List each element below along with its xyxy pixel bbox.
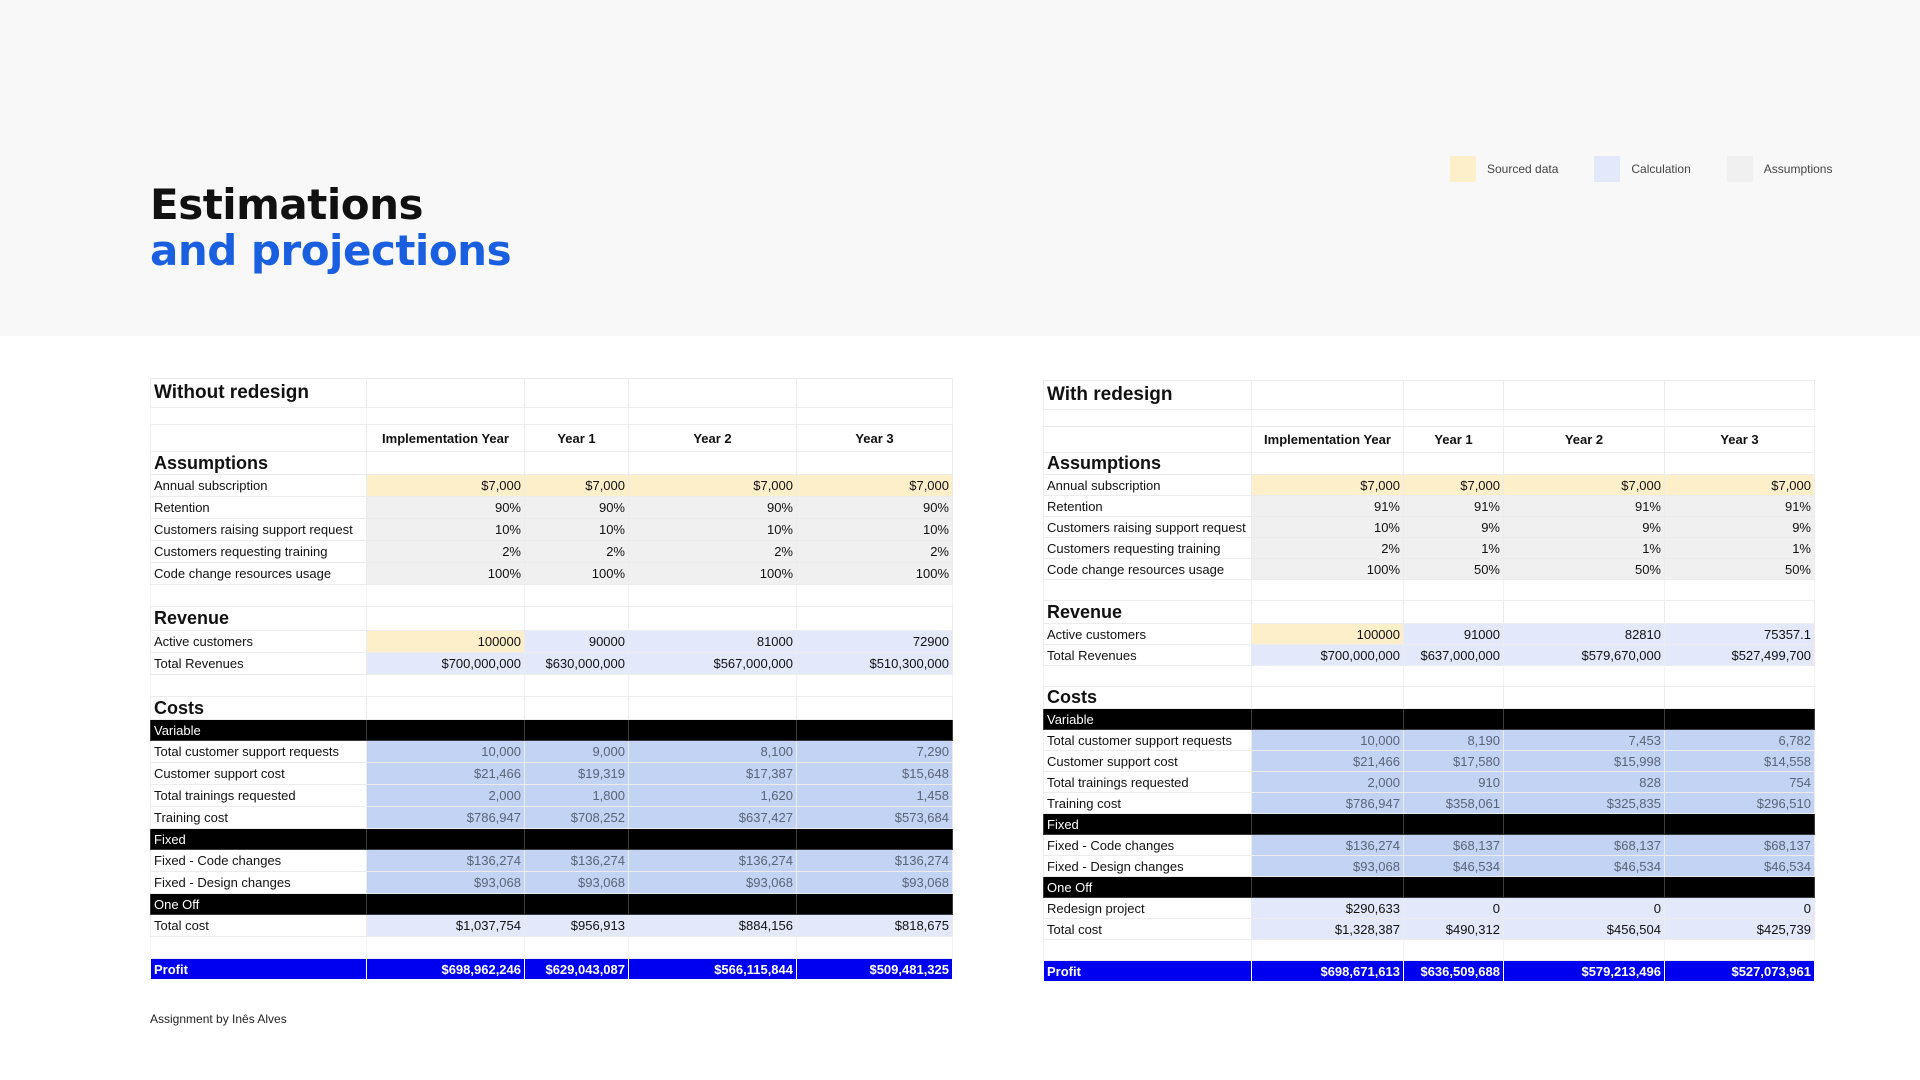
- table-row: [1044, 496, 1815, 517]
- group-band: [1044, 709, 1815, 730]
- cell-value: 100%: [797, 563, 953, 585]
- cell-value: 9%: [1404, 517, 1504, 538]
- footer-credit: Assignment by Inês Alves: [150, 1012, 287, 1026]
- cell-value: 9,000: [525, 741, 629, 763]
- row-label: Profit: [151, 959, 367, 980]
- cell-value: 2,000: [1252, 772, 1404, 793]
- section-row: [151, 452, 953, 475]
- table-without-redesign: [150, 378, 953, 980]
- legend-label-calculation: Calculation: [1631, 162, 1691, 176]
- section-row: [1044, 687, 1815, 709]
- table-row: [151, 563, 953, 585]
- cell-value: $15,648: [797, 763, 953, 785]
- cell-value: $698,671,613: [1252, 961, 1404, 982]
- group-label-variable: Variable: [1044, 709, 1252, 730]
- cell-value: 91000: [1404, 624, 1504, 645]
- cell-value: $510,300,000: [797, 653, 953, 675]
- cell-value: $456,504: [1504, 919, 1665, 940]
- table-row: [1044, 624, 1815, 645]
- table-row: [151, 850, 953, 872]
- page-title: [150, 182, 511, 274]
- cell-value: $7,000: [367, 475, 525, 497]
- section-row: [151, 607, 953, 631]
- cell-value: 6,782: [1665, 730, 1815, 751]
- table-row: [151, 785, 953, 807]
- cell-value: 2%: [797, 541, 953, 563]
- table-row: [151, 653, 953, 675]
- row-label: Code change resources usage: [1044, 559, 1252, 580]
- cell-value: $7,000: [1504, 475, 1665, 496]
- row-label: Fixed - Design changes: [1044, 856, 1252, 877]
- column-header: Year 1: [525, 425, 629, 452]
- cell-value: 100000: [367, 631, 525, 653]
- cell-value: $698,962,246: [367, 959, 525, 980]
- row-label: Total cost: [1044, 919, 1252, 940]
- cell-value: $636,509,688: [1404, 961, 1504, 982]
- column-header: Implementation Year: [1252, 427, 1404, 453]
- cell-value: $136,274: [797, 850, 953, 872]
- cell-value: $786,947: [1252, 793, 1404, 814]
- cell-value: $46,534: [1504, 856, 1665, 877]
- group-label-oneoff: One Off: [151, 894, 367, 915]
- column-header: Year 3: [797, 425, 953, 452]
- legend-swatch-calculation: [1594, 156, 1620, 182]
- group-band: [151, 720, 953, 741]
- cell-value: $818,675: [797, 915, 953, 937]
- row-label: Training cost: [1044, 793, 1252, 814]
- row-label: Customers requesting training: [1044, 538, 1252, 559]
- table-row: [151, 541, 953, 563]
- row-label: Total customer support requests: [151, 741, 367, 763]
- cell-value: $46,534: [1665, 856, 1815, 877]
- cell-value: $573,684: [797, 807, 953, 829]
- cell-value: 9%: [1504, 517, 1665, 538]
- cell-value: 0: [1404, 898, 1504, 919]
- section-row: [151, 697, 953, 720]
- cell-value: 8,190: [1404, 730, 1504, 751]
- cell-value: 0: [1665, 898, 1815, 919]
- cell-value: $1,328,387: [1252, 919, 1404, 940]
- row-label: Total trainings requested: [151, 785, 367, 807]
- cell-value: $637,000,000: [1404, 645, 1504, 666]
- column-header: Year 3: [1665, 427, 1815, 453]
- row-label: Total Revenues: [1044, 645, 1252, 666]
- table-row: [151, 915, 953, 937]
- cell-value: $14,558: [1665, 751, 1815, 772]
- row-label: Total Revenues: [151, 653, 367, 675]
- group-band: [1044, 877, 1815, 898]
- table-row: [1044, 793, 1815, 814]
- cell-value: $637,427: [629, 807, 797, 829]
- row-label: Retention: [1044, 496, 1252, 517]
- cell-value: $527,073,961: [1665, 961, 1815, 982]
- profit-row: [151, 959, 953, 980]
- column-header: Year 1: [1404, 427, 1504, 453]
- cell-value: $708,252: [525, 807, 629, 829]
- section-title-assumptions: Assumptions: [1044, 453, 1252, 475]
- row-label: Retention: [151, 497, 367, 519]
- cell-value: 2%: [367, 541, 525, 563]
- column-header-row: [1044, 427, 1815, 453]
- column-header: Implementation Year: [367, 425, 525, 452]
- row-label: Annual subscription: [151, 475, 367, 497]
- cell-value: 754: [1665, 772, 1815, 793]
- cell-value: $700,000,000: [367, 653, 525, 675]
- column-header-row: [151, 425, 953, 452]
- section-title-costs: Costs: [151, 697, 367, 720]
- column-header: Year 2: [629, 425, 797, 452]
- cell-value: 0: [1504, 898, 1665, 919]
- cell-value: 50%: [1404, 559, 1504, 580]
- table-row: [1044, 645, 1815, 666]
- cell-value: $7,000: [525, 475, 629, 497]
- cell-value: $296,510: [1665, 793, 1815, 814]
- cell-value: $700,000,000: [1252, 645, 1404, 666]
- cell-value: 10%: [525, 519, 629, 541]
- cell-value: 100000: [1252, 624, 1404, 645]
- cell-value: $325,835: [1504, 793, 1665, 814]
- table-row: [1044, 730, 1815, 751]
- profit-row: [1044, 961, 1815, 982]
- cell-value: 10,000: [367, 741, 525, 763]
- cell-value: 72900: [797, 631, 953, 653]
- cell-value: $490,312: [1404, 919, 1504, 940]
- cell-value: $509,481,325: [797, 959, 953, 980]
- cell-value: 82810: [1504, 624, 1665, 645]
- cell-value: 1%: [1665, 538, 1815, 559]
- group-label-fixed: Fixed: [1044, 814, 1252, 835]
- cell-value: $567,000,000: [629, 653, 797, 675]
- section-title-costs: Costs: [1044, 687, 1252, 709]
- cell-value: $425,739: [1665, 919, 1815, 940]
- cell-value: 90%: [525, 497, 629, 519]
- cell-value: 100%: [367, 563, 525, 585]
- row-label: Redesign project: [1044, 898, 1252, 919]
- table-with-redesign: [1043, 380, 1815, 982]
- cell-value: 7,290: [797, 741, 953, 763]
- row-label: Total cost: [151, 915, 367, 937]
- cell-value: 7,453: [1504, 730, 1665, 751]
- cell-value: 2,000: [367, 785, 525, 807]
- row-label: Fixed - Code changes: [1044, 835, 1252, 856]
- cell-value: 10%: [629, 519, 797, 541]
- header-panel: [0, 0, 1920, 336]
- cell-value: 91%: [1504, 496, 1665, 517]
- cell-value: $579,670,000: [1504, 645, 1665, 666]
- table-row: [151, 807, 953, 829]
- cell-value: $93,068: [797, 872, 953, 894]
- cell-value: $566,115,844: [629, 959, 797, 980]
- cell-value: 828: [1504, 772, 1665, 793]
- cell-value: $19,319: [525, 763, 629, 785]
- cell-value: 2%: [629, 541, 797, 563]
- table-title-row: [151, 379, 953, 408]
- table-row: [1044, 559, 1815, 580]
- cell-value: 1,800: [525, 785, 629, 807]
- group-band: [1044, 814, 1815, 835]
- group-label-oneoff: One Off: [1044, 877, 1252, 898]
- row-label: Customers raising support request: [151, 519, 367, 541]
- cell-value: $136,274: [525, 850, 629, 872]
- table-title: With redesign: [1044, 381, 1252, 410]
- legend-swatch-assumptions: [1727, 156, 1753, 182]
- table-row: [1044, 835, 1815, 856]
- row-label: Customers raising support request: [1044, 517, 1252, 538]
- row-label: Total customer support requests: [1044, 730, 1252, 751]
- table-row: [1044, 898, 1815, 919]
- cell-value: 91%: [1404, 496, 1504, 517]
- cell-value: 2%: [525, 541, 629, 563]
- table-row: [151, 872, 953, 894]
- cell-value: 90%: [797, 497, 953, 519]
- cell-value: $956,913: [525, 915, 629, 937]
- table-row: [151, 631, 953, 653]
- legend-item-calculation: [1594, 156, 1690, 182]
- cell-value: $579,213,496: [1504, 961, 1665, 982]
- table-row: [151, 497, 953, 519]
- row-label: Fixed - Design changes: [151, 872, 367, 894]
- table-row: [151, 741, 953, 763]
- group-band: [151, 894, 953, 915]
- cell-value: $46,534: [1404, 856, 1504, 877]
- legend-item-sourced: [1450, 156, 1558, 182]
- table-title: Without redesign: [151, 379, 367, 408]
- cell-value: $21,466: [1252, 751, 1404, 772]
- row-label: Annual subscription: [1044, 475, 1252, 496]
- cell-value: 10%: [367, 519, 525, 541]
- section-title-assumptions: Assumptions: [151, 452, 367, 475]
- cell-value: 50%: [1504, 559, 1665, 580]
- cell-value: $136,274: [629, 850, 797, 872]
- cell-value: $7,000: [1665, 475, 1815, 496]
- cell-value: 1%: [1504, 538, 1665, 559]
- cell-value: 90%: [629, 497, 797, 519]
- cell-value: $21,466: [367, 763, 525, 785]
- group-label-fixed: Fixed: [151, 829, 367, 850]
- legend-label-sourced: Sourced data: [1487, 162, 1559, 176]
- column-header: Year 2: [1504, 427, 1665, 453]
- row-label: Profit: [1044, 961, 1252, 982]
- table-row: [151, 519, 953, 541]
- cell-value: 90000: [525, 631, 629, 653]
- cell-value: 100%: [525, 563, 629, 585]
- cell-value: 9%: [1665, 517, 1815, 538]
- cell-value: 10,000: [1252, 730, 1404, 751]
- legend-swatch-sourced: [1450, 156, 1476, 182]
- cell-value: 1,458: [797, 785, 953, 807]
- cell-value: 91%: [1665, 496, 1815, 517]
- cell-value: $93,068: [629, 872, 797, 894]
- cell-value: $93,068: [525, 872, 629, 894]
- row-label: Active customers: [1044, 624, 1252, 645]
- cell-value: 91%: [1252, 496, 1404, 517]
- cell-value: $17,580: [1404, 751, 1504, 772]
- cell-value: 1%: [1404, 538, 1504, 559]
- color-legend: [1450, 156, 1832, 182]
- cell-value: 50%: [1665, 559, 1815, 580]
- cell-value: $7,000: [1252, 475, 1404, 496]
- table-title-row: [1044, 381, 1815, 410]
- table-row: [1044, 772, 1815, 793]
- cell-value: $1,037,754: [367, 915, 525, 937]
- cell-value: $629,043,087: [525, 959, 629, 980]
- cell-value: $93,068: [367, 872, 525, 894]
- table-row: [1044, 856, 1815, 877]
- cell-value: $527,499,700: [1665, 645, 1815, 666]
- cell-value: 910: [1404, 772, 1504, 793]
- table-row: [1044, 538, 1815, 559]
- cell-value: $7,000: [629, 475, 797, 497]
- cell-value: 90%: [367, 497, 525, 519]
- row-label: Customer support cost: [1044, 751, 1252, 772]
- cell-value: $93,068: [1252, 856, 1404, 877]
- cell-value: 8,100: [629, 741, 797, 763]
- section-title-revenue: Revenue: [1044, 601, 1252, 624]
- row-label: Training cost: [151, 807, 367, 829]
- cell-value: $7,000: [1404, 475, 1504, 496]
- cell-value: 75357.1: [1665, 624, 1815, 645]
- cell-value: $136,274: [367, 850, 525, 872]
- cell-value: $68,137: [1504, 835, 1665, 856]
- cell-value: 10%: [797, 519, 953, 541]
- cell-value: $358,061: [1404, 793, 1504, 814]
- row-label: Active customers: [151, 631, 367, 653]
- table-row: [1044, 919, 1815, 940]
- section-row: [1044, 601, 1815, 624]
- cell-value: $290,633: [1252, 898, 1404, 919]
- group-band: [151, 829, 953, 850]
- section-title-revenue: Revenue: [151, 607, 367, 631]
- cell-value: $15,998: [1504, 751, 1665, 772]
- cell-value: $136,274: [1252, 835, 1404, 856]
- cell-value: 100%: [629, 563, 797, 585]
- cell-value: 81000: [629, 631, 797, 653]
- title-line-1: Estimations: [150, 180, 423, 229]
- cell-value: 1,620: [629, 785, 797, 807]
- group-label-variable: Variable: [151, 720, 367, 741]
- legend-item-assumptions: [1727, 156, 1833, 182]
- row-label: Customers requesting training: [151, 541, 367, 563]
- cell-value: $68,137: [1665, 835, 1815, 856]
- cell-value: $7,000: [797, 475, 953, 497]
- cell-value: $884,156: [629, 915, 797, 937]
- row-label: Code change resources usage: [151, 563, 367, 585]
- cell-value: 10%: [1252, 517, 1404, 538]
- cell-value: 2%: [1252, 538, 1404, 559]
- table-row: [1044, 517, 1815, 538]
- cell-value: $630,000,000: [525, 653, 629, 675]
- title-line-2: and projections: [150, 226, 512, 275]
- table-row: [151, 475, 953, 497]
- cell-value: 100%: [1252, 559, 1404, 580]
- cell-value: $68,137: [1404, 835, 1504, 856]
- cell-value: $17,387: [629, 763, 797, 785]
- row-label: Fixed - Code changes: [151, 850, 367, 872]
- table-row: [151, 763, 953, 785]
- table-row: [1044, 751, 1815, 772]
- row-label: Customer support cost: [151, 763, 367, 785]
- row-label: Total trainings requested: [1044, 772, 1252, 793]
- legend-label-assumptions: Assumptions: [1763, 162, 1833, 176]
- section-row: [1044, 453, 1815, 475]
- table-row: [1044, 475, 1815, 496]
- cell-value: $786,947: [367, 807, 525, 829]
